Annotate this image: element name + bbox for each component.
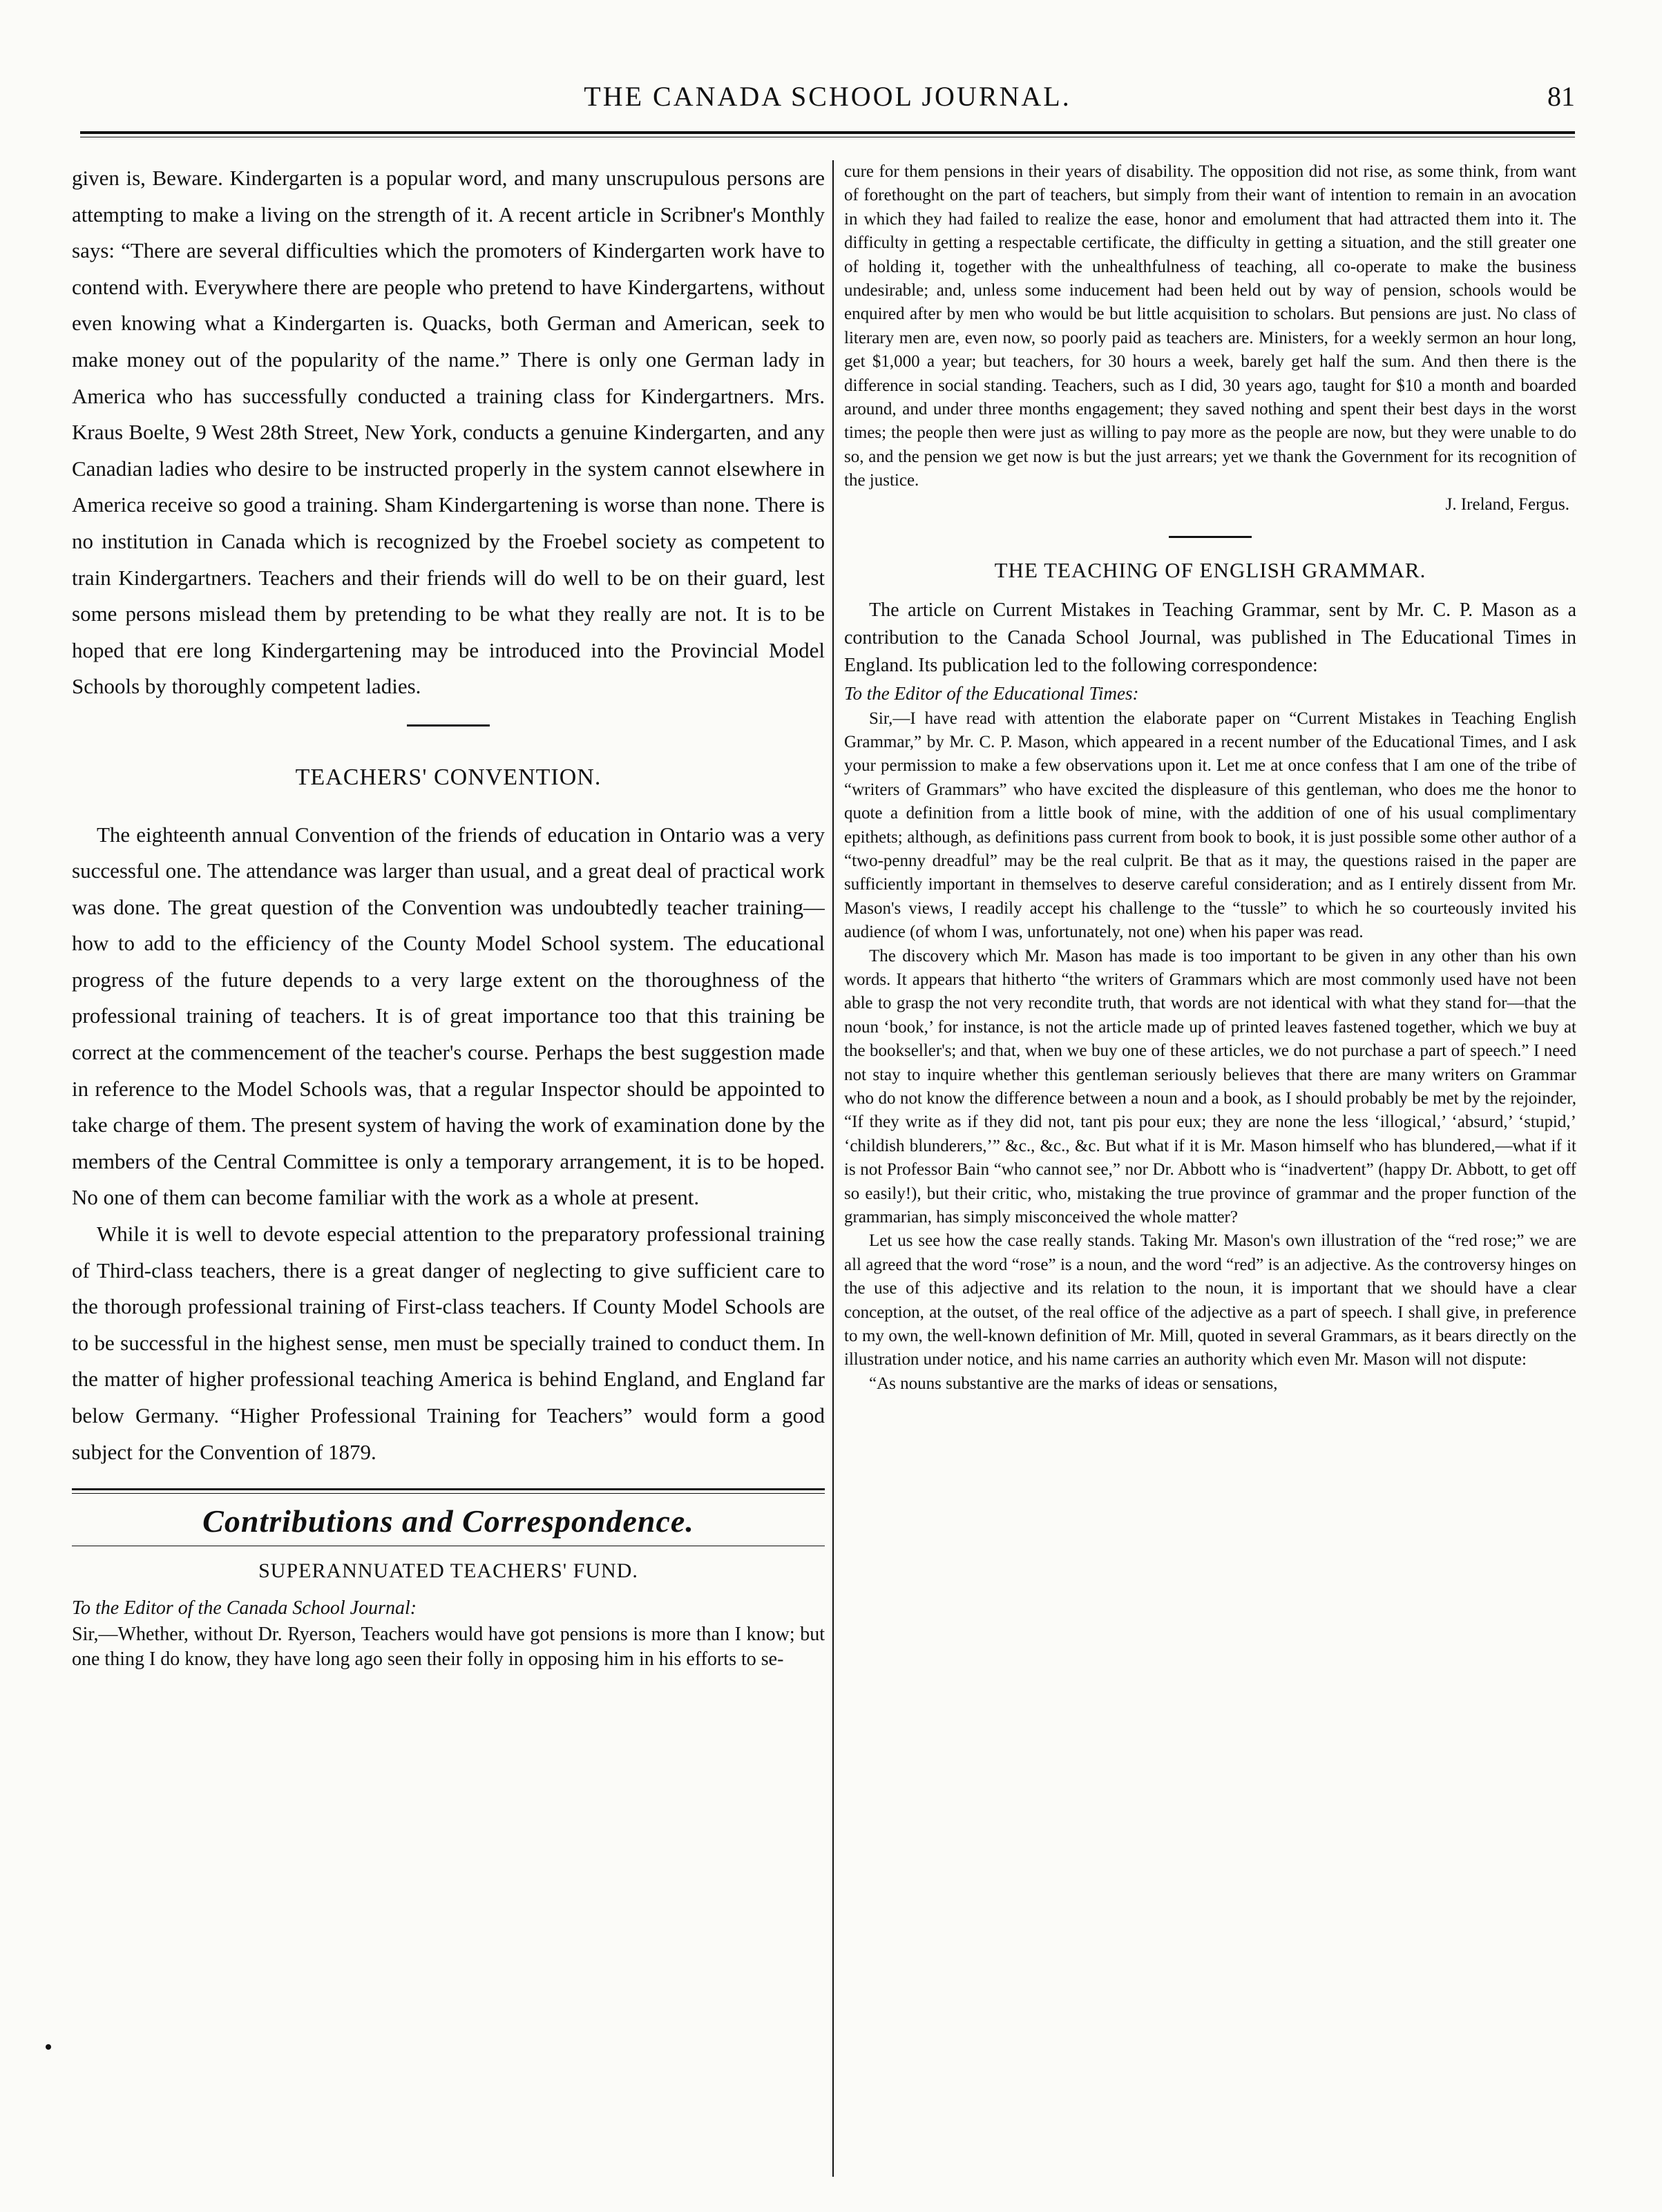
section-rule <box>407 724 490 727</box>
journal-title: THE CANADA SCHOOL JOURNAL. <box>584 81 1071 112</box>
margin-dot <box>46 2044 51 2050</box>
grammar-paragraph-1: Sir,—I have read with attention the elaborate paper on “Current Mistakes in Teaching English Grammar,” by Mr. C. P. Mason, which appeared in a recent number of the Educational Times, and I ask your permission to make a few observations upon it. Let me at once confess that I am one of the tribe of “writers of Grammars” who have excited the displeasure of this gentleman, who does me the honor to quote a definition from a little book of mine, with the addition of one of his usual complimentary epithets; although, as definitions pass current from book to book, it is just possible some other author of a “two-penny dreadful” may be the real culprit. Be that as it may, the questions raised in the paper are sufficiently important in themselves to deserve careful consideration; and as I entirely dissent from Mr. Mason's views, I readily accept his challenge to the “tussle” to which he so courteously invited his audience (of whom I was, unfortunately, not one) when his paper was read. <box>844 709 1576 942</box>
section-title: Contributions and Correspondence. <box>202 1503 694 1539</box>
grammar-intro: The article on Current Mistakes in Teaching Grammar, sent by Mr. C. P. Mason as a contribution to the Canada School Journal, was published in The Educational Times in England. Its publication led to the following correspondence: <box>844 599 1576 676</box>
fund-salutation: To the Editor of the Canada School Journal: <box>72 1597 417 1619</box>
convention-paragraph-2: While it is well to devote especial attention to the preparatory professional training of Third-class teachers, there is a great danger of neglecting to give sufficient care to the thorough professional training of First-class teachers. If County Model Schools are to be successful in the highest sense, men must be specially trained to conduct them. In the matter of higher professional teaching America is behind England, and England far below Germany. “Higher Professional Training for Teachers” would form a good subject for the Convention of 1879. <box>72 1222 825 1464</box>
section-double-rule <box>72 1488 825 1494</box>
running-head <box>80 80 1575 122</box>
grammar-paragraph-3: Let us see how the case really stands. Taking Mr. Mason's own illustration of the “red rose;” we are all agreed that the word “rose” is a noun, and the word “red” is an adjective. As the controversy hinges on the use of this adjective and its relation to the noun, it is important that we should have a clear conception, at the outset, of the real office of the adjective as a part of speech. I shall give, in preference to my own, the well-known definition of Mr. Mill, quoted in several Grammars, as it bears directly on the illustration under notice, and his name carries an authority which even Mr. Mason will not dispute: <box>844 1231 1576 1369</box>
fund-heading: SUPERANNUATED TEACHERS' FUND. <box>258 1559 638 1582</box>
kindergarten-paragraph: given is, Beware. Kindergarten is a popular word, and many unscrupulous persons are attempting to make a living on the strength of it. A recent article in Scribner's Monthly says: “There are several difficulties which the promoters of Kindergarten work have to contend with. Everywhere there are people who pretend to have Kindergartens, without even knowing what a Kindergarten is. Quacks, both German and American, seek to make money out of the popularity of the name.” There is only one German lady in America who has successfully conducted a training class for Kindergartners. Mrs. Kraus Boelte, 9 West 28th Street, New York, conducts a genuine Kindergarten, and any Canadian ladies who desire to be instructed properly in the system cannot elsewhere in America receive so good a training. Sham Kindergartening is worse than none. There is no institution in Canada which is recognized by the Froebel society as competent to train Kindergartners. Teachers and their friends will do well to be on their guard, lest some persons mislead them by pretending to be what they really are not. It is to be hoped that ere long Kindergartening may be introduced into the Provincial Model Schools by thoroughly competent ladies. <box>72 166 825 699</box>
grammar-heading: THE TEACHING OF ENGLISH GRAMMAR. <box>994 558 1426 583</box>
left-column <box>72 160 825 2163</box>
column-divider <box>832 160 834 2177</box>
header-rule <box>80 131 1575 137</box>
grammar-quote-start: “As nouns substantive are the marks of ideas or sensations, <box>869 1374 1278 1393</box>
section-rule-right <box>1169 536 1252 538</box>
page-number: 81 <box>1547 81 1575 112</box>
grammar-paragraph-2: The discovery which Mr. Mason has made is too important to be given in any other than his own words. It appears that hitherto “the writers of Grammars which are most commonly used have not been able to grasp the not very recondite truth, that words are not identical with what they stand for—that the noun ‘book,’ for instance, is not the article made up of printed leaves fastened together, which we buy at the bookseller's; and that, when we buy one of these articles, we do not purchase a part of speech.” I need not stay to inquire whether this gentleman seriously believes that there are many writers on Grammar who do not know the difference between a noun and a book, as I should probably be met by the rejoinder, “If they write as if they did not, tant pis pour eux; they are none the less ‘illogical,’ ‘absurd,’ ‘stupid,’ ‘childish blunderers,’” &c., &c., &c. But what if it is Mr. Mason himself who has blundered,—what if it is not Professor Bain “who cannot see,” nor Dr. Abbott who is “inadvertent” (happy Dr. Abbott, to get off so easily!), but their critic, who, mistaking the true province of grammar and the proper function of the grammarian, has simply misconceived the whole matter? <box>844 946 1576 1227</box>
letter-signature: J. Ireland, Fergus. <box>1445 494 1569 514</box>
fund-letter-continued: cure for them pensions in their years of disability. The opposition did not rise, as some think, from want of forethought on the part of teachers, but simply from their want of intention to remain in an avocation in which they had failed to realize the ease, honor and emolument that had attracted them into it. The difficulty in getting a respectable certificate, the difficulty in getting a situation, and the still greater one of holding it, together with the unhealthfulness of teaching, all co-operate to make the business undesirable; and, unless some inducement had been held out by way of pension, schools would be enquired after by men who would be but little acquisition to scholars. But pensions are just. No class of literary men are, even now, so poorly paid as teachers are. Ministers, for a weekly sermon an hour long, get $1,000 a year; but teachers, for 30 hours a week, barely get half the sum. And then there is the difference in social standing. Teachers, such as I did, 30 years ago, taught for $10 a month and boarded around, and under three months engagement; they saved nothing and spent their best days in the worst times; the people then were just as willing to pay more as the people are now, but they were unable to do so, and the pension we get now is but the just arrears; yet we thank the Government for its recognition of the justice. <box>844 162 1576 490</box>
fund-paragraph: Sir,—Whether, without Dr. Ryerson, Teachers would have got pensions is more than I know; but one thing I do know, they have long ago seen their folly in opposing him in his efforts to se- <box>72 1624 825 1671</box>
grammar-salutation: To the Editor of the Educational Times: <box>844 682 1139 704</box>
right-column <box>844 160 1576 2163</box>
convention-heading: TEACHERS' CONVENTION. <box>295 764 602 790</box>
convention-paragraph-1: The eighteenth annual Convention of the friends of education in Ontario was a very successful one. The attendance was larger than usual, and a great deal of practical work was done. The great question of the Convention was undoubtedly teacher training—how to add to the efficiency of the County Model School system. The educational progress of the future depends to a very large extent on the thoroughness of the professional training of teachers. It is of great importance too that this training be correct at the commencement of the teacher's course. Perhaps the best suggestion made in reference to the Model Schools was, that a regular Inspector should be appointed to take charge of them. The present system of having the work of examination done by the members of the Central Committee is only a temporary arrangement, it is to be hoped. No one of them can become familiar with the work as a whole at present. <box>72 822 825 1210</box>
